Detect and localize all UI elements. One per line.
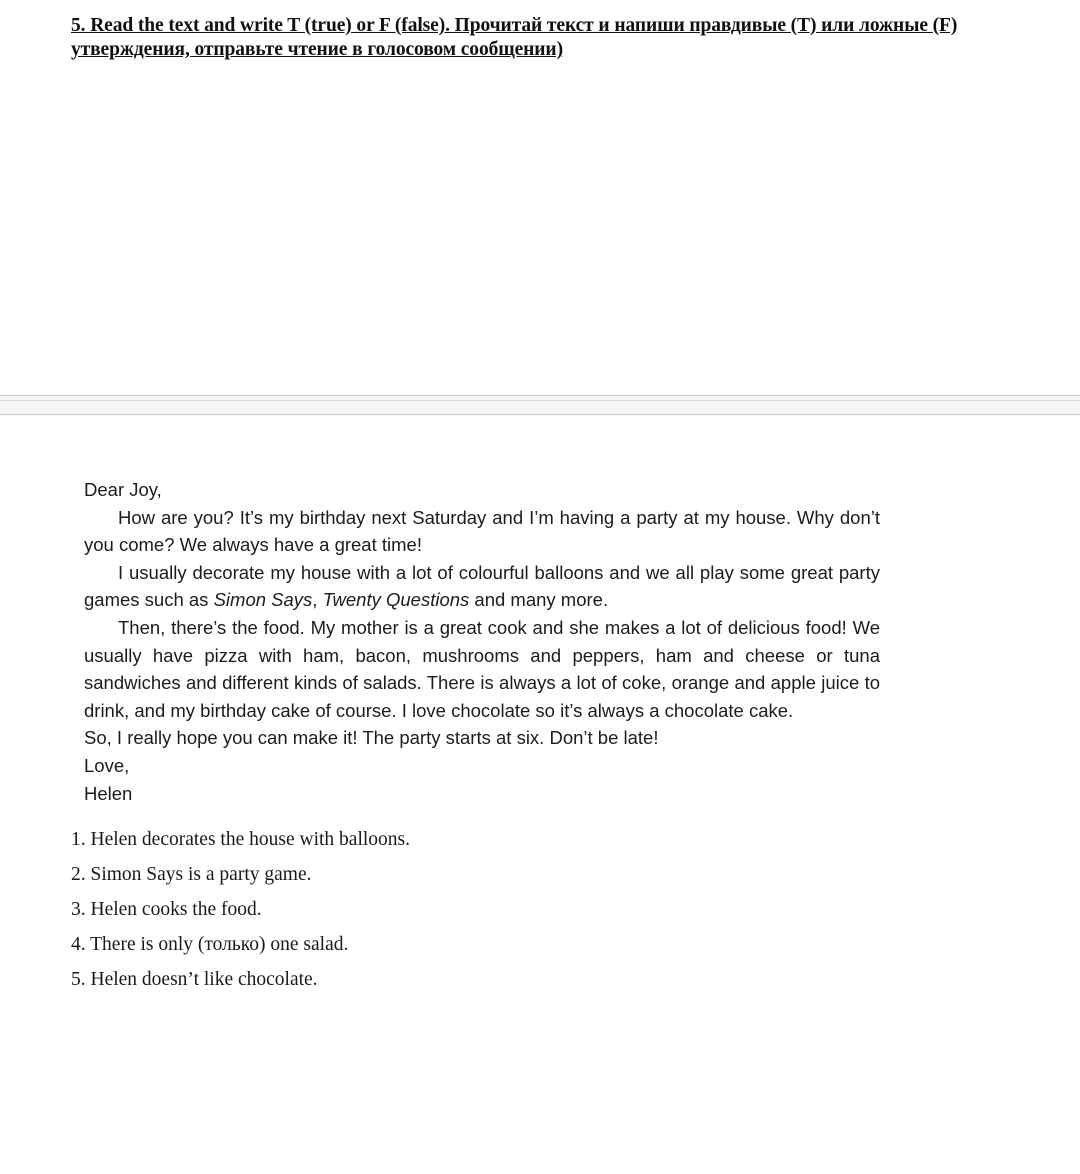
statement-item: 5. Helen doesn’t like chocolate. bbox=[71, 969, 318, 990]
divider-line bbox=[0, 400, 1080, 401]
page-divider bbox=[0, 395, 1080, 415]
statement-item: 3. Helen cooks the food. bbox=[71, 899, 262, 920]
letter-greeting: Dear Joy, bbox=[84, 479, 162, 500]
letter-paragraph-1: How are you? It’s my birthday next Saturday and I’m having a party at my house. Why don’t you come? We always have a great time! bbox=[84, 506, 880, 556]
statement-item: 2. Simon Says is a party game. bbox=[71, 864, 312, 885]
game-name-twenty-questions: Twenty Questions bbox=[322, 589, 470, 611]
statement-item: 4. There is only (только) one salad. bbox=[71, 934, 349, 955]
game-separator: , bbox=[312, 589, 323, 611]
letter-closing: Love, bbox=[84, 754, 130, 776]
letter-signature: Helen bbox=[84, 782, 133, 804]
statement-item: 1. Helen decorates the house with balloons. bbox=[71, 829, 410, 850]
letter-paragraph-2 bbox=[84, 559, 880, 614]
letter-paragraph-2-end: and many more. bbox=[469, 589, 609, 611]
statements-list bbox=[71, 822, 410, 997]
task-title: 5. Read the text and write T (true) or F (false). Прочитай текст и напиши правдивые (T) или ложные (F) утверждения, отправьте чтение в голосовом сообщении) bbox=[71, 15, 958, 60]
letter-paragraph-2-start: I usually decorate my house with a lot of colourful balloons and we all play some great party games such as bbox=[84, 561, 880, 611]
letter-paragraph-4: So, I really hope you can make it! The party starts at six. Don’t be late! bbox=[84, 727, 659, 749]
letter-paragraph-3: Then, there’s the food. My mother is a great cook and she makes a lot of delicious food! We usually have pizza with ham, bacon, mushrooms and peppers, ham and cheese or tuna sandwiches and different kinds of salads. There is always a lot of coke, orange and apple juice to drink, and my birthday cake of course. I love chocolate so it’s always a chocolate cake. bbox=[84, 616, 880, 721]
letter-text bbox=[84, 476, 880, 807]
game-name-simon-says: Simon Says bbox=[213, 589, 313, 611]
